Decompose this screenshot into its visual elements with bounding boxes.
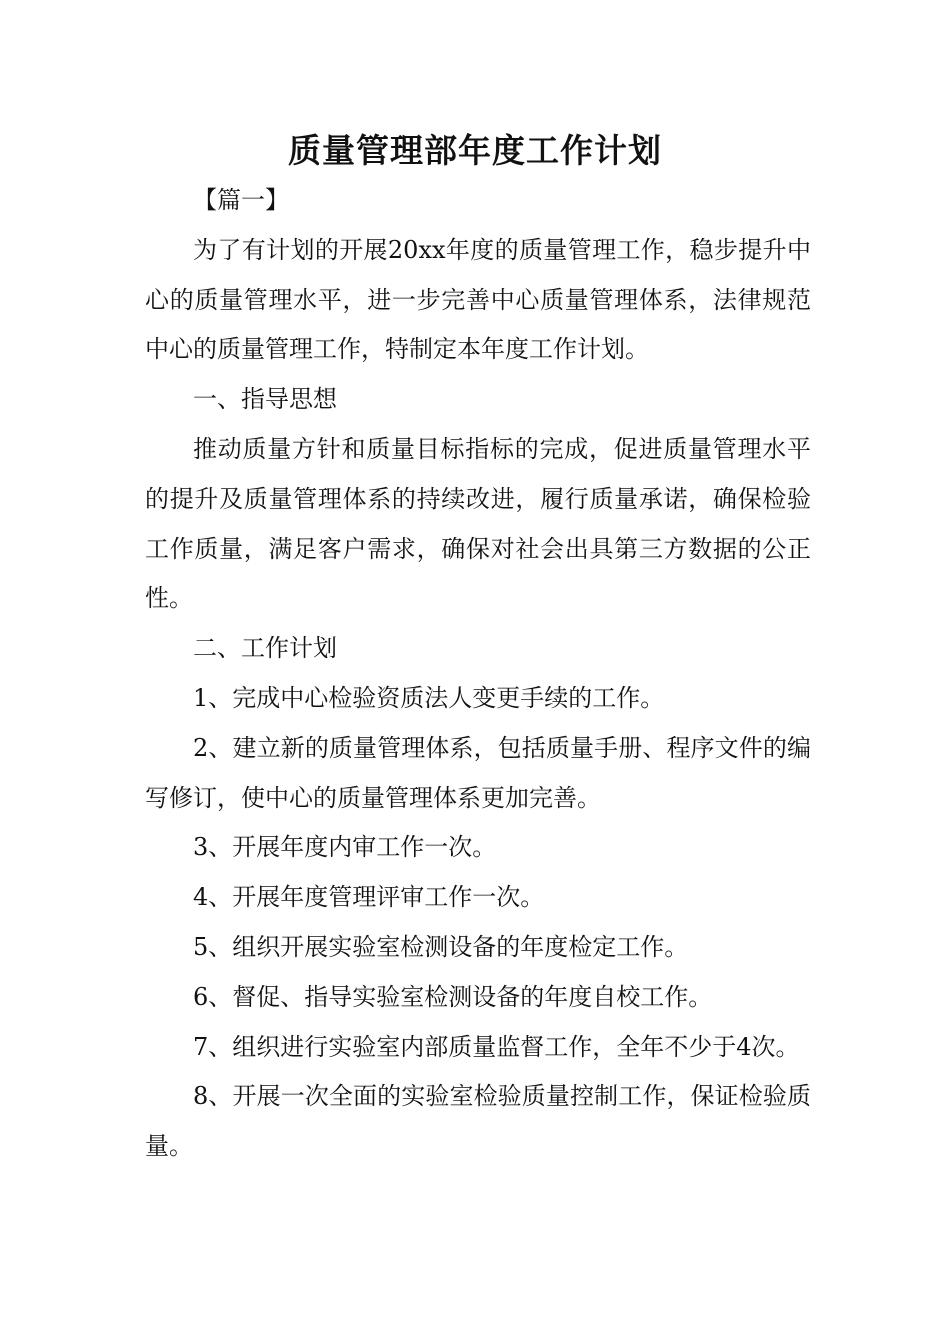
heading-guiding-ideology: 一、指导思想: [193, 385, 337, 414]
heading-work-plan: 二、工作计划: [193, 634, 337, 663]
plan-item-2: 2、建立新的质量管理体系，包括质量手册、程序文件的编写修订，使中心的质量管理体系更加完善。: [145, 733, 811, 812]
document-body: [145, 176, 811, 1172]
document-title: 质量管理部年度工作计划: [288, 131, 662, 170]
section-label: 【篇一】: [193, 186, 289, 214]
plan-item-8: 8、开展一次全面的实验室检验质量控制工作，保证检验质量。: [145, 1082, 811, 1161]
intro-paragraph: 为了有计划的开展20xx年度的质量管理工作，稳步提升中心的质量管理水平，进一步完善中心质量管理体系，法律规范中心的质量管理工作，特制定本年度工作计划。: [145, 235, 811, 364]
plan-item-1: 1、完成中心检验资质法人变更手续的工作。: [193, 683, 665, 712]
plan-item-3: 3、开展年度内审工作一次。: [193, 833, 497, 862]
plan-item-5: 5、组织开展实验室检测设备的年度检定工作。: [193, 932, 689, 961]
plan-item-7: 7、组织进行实验室内部质量监督工作，全年不少于4次。: [193, 1032, 800, 1061]
guiding-paragraph: 推动质量方针和质量目标指标的完成，促进质量管理水平的提升及质量管理体系的持续改进，履行质量承诺，确保检验工作质量，满足客户需求，确保对社会出具第三方数据的公正性。: [145, 434, 811, 613]
plan-item-6: 6、督促、指导实验室检测设备的年度自校工作。: [193, 982, 713, 1011]
plan-item-4: 4、开展年度管理评审工作一次。: [193, 883, 545, 912]
